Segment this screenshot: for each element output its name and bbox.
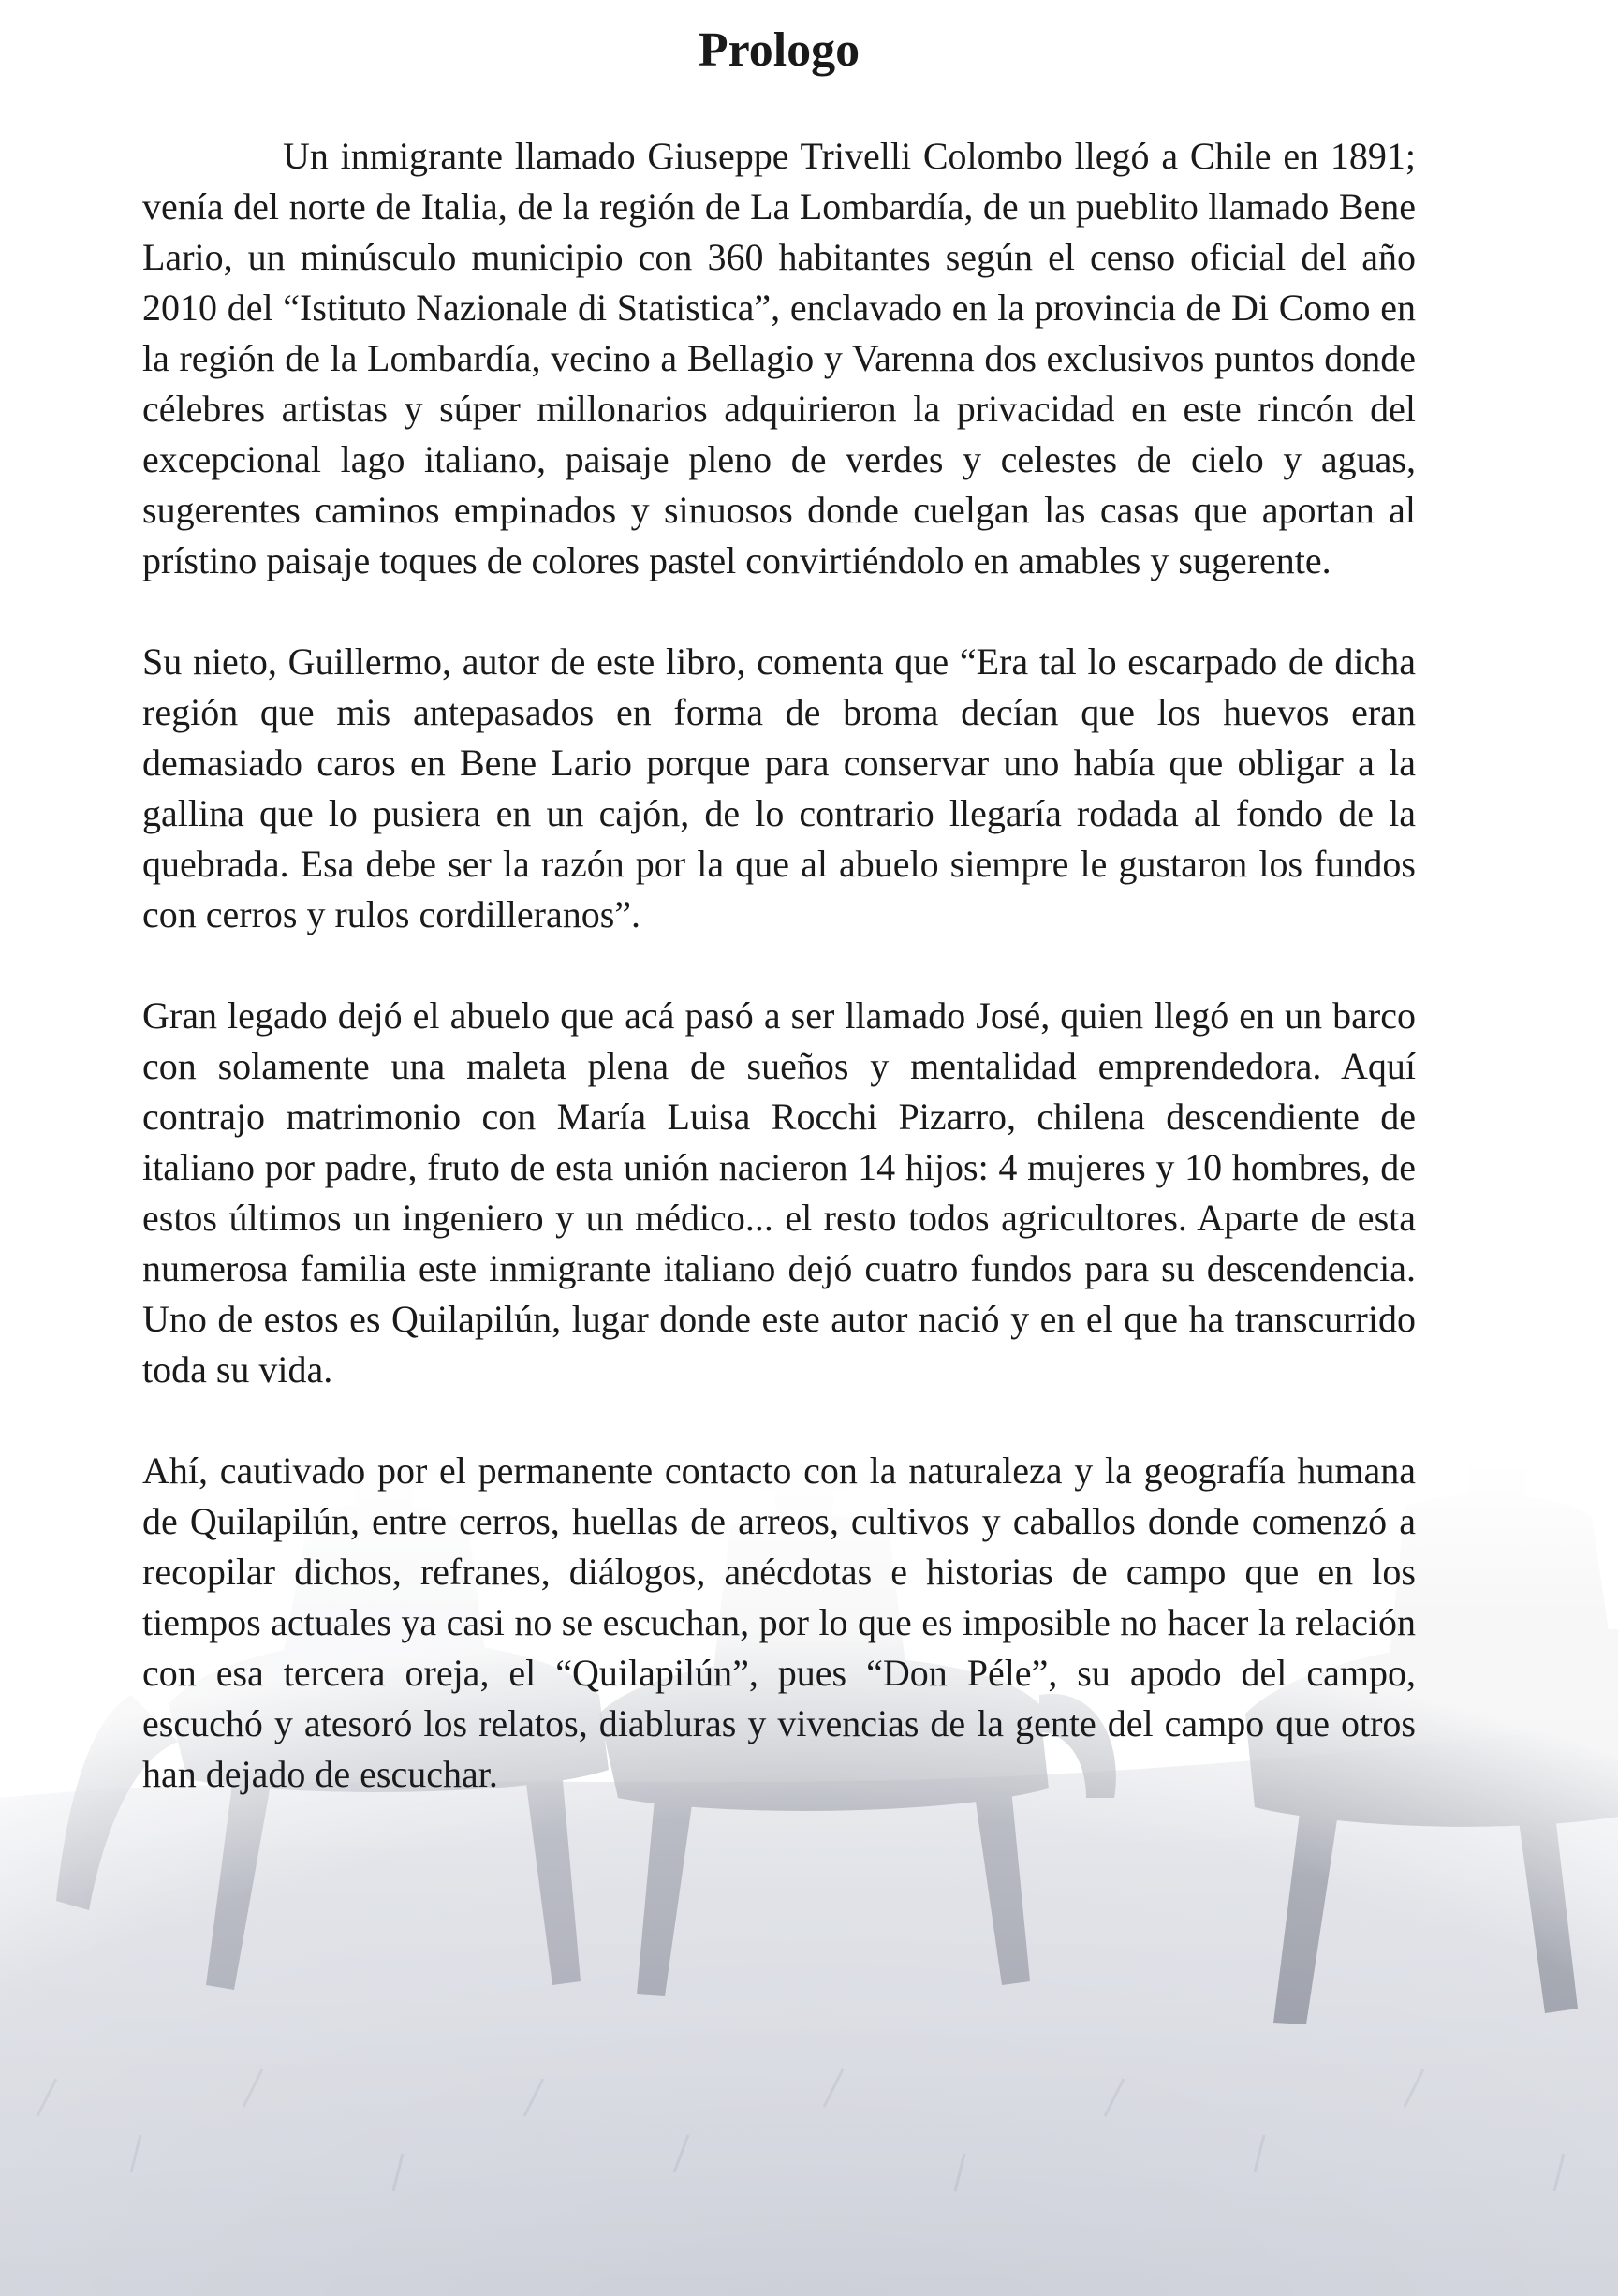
page-title bbox=[0, 17, 1558, 84]
prologue-body bbox=[142, 131, 1416, 1850]
page-title-text: Prologo bbox=[698, 23, 860, 77]
paragraph-1: Un inmigrante llamado Giuseppe Trivelli Colombo llegó a Chile en 1891; venía del norte de Italia, de la región de La Lombardía, de un pueblito llamado Bene Lario, un minúsculo municipio con 360 habitantes según el censo oficial del año 2010 del “Istituto Nazionale di Statistica”, enclavado en la provincia de Di Como en la región de la Lombardía, vecino a Bellagio y Varenna dos exclusivos puntos donde célebres artistas y súper millonarios adquirieron la privacidad en este rincón del excepcional lago italiano, paisaje pleno de verdes y celestes de cielo y aguas, sugerentes caminos empinados y sinuosos donde cuelgan las casas que aportan al prístino paisaje toques de colores pastel convirtiéndolo en amables y sugerente. bbox=[142, 135, 1416, 581]
paragraph-4: Ahí, cautivado por el permanente contacto con la naturaleza y la geografía humana de Quilapilún, entre cerros, huellas de arreos, cultivos y caballos donde comenzó a recopilar dichos, refranes, diálogos, anécdotas e historias de campo que en los tiempos actuales ya casi no se escuchan, por lo que es imposible no hacer la relación con esa tercera oreja, el “Quilapilún”, pues “Don Péle”, su apodo del campo, escuchó y atesoró los relatos, diabluras y vivencias de la gente del campo que otros han dejado de escuchar. bbox=[142, 1450, 1416, 1795]
paragraph-3: Gran legado dejó el abuelo que acá pasó a ser llamado José, quien llegó en un barco con solamente una maleta plena de sueños y mentalidad emprendedora. Aquí contrajo matrimonio con María Luisa Rocchi Pizarro, chilena descendiente de italiano por padre, fruto de esta unión nacieron 14 hijos: 4 mujeres y 10 hombres, de estos últimos un ingeniero y un médico... el resto todos agricultores. Aparte de esta numerosa familia este inmigrante italiano dejó cuatro fundos para su descendencia. Uno de estos es Quilapilún, lugar donde este autor nació y en el que ha transcurrido toda su vida. bbox=[142, 994, 1416, 1391]
paragraph-2: Su nieto, Guillermo, autor de este libro, comenta que “Era tal lo escarpado de dicha región que mis antepasados en forma de broma decían que los huevos eran demasiado caros en Bene Lario porque para conservar uno había que obligar a la gallina que lo pusiera en un cajón, de lo contrario llegaría rodada al fondo de la quebrada. Esa debe ser la razón por la que al abuelo siempre le gustaron los fundos con cerros y rulos cordilleranos”. bbox=[142, 640, 1416, 935]
